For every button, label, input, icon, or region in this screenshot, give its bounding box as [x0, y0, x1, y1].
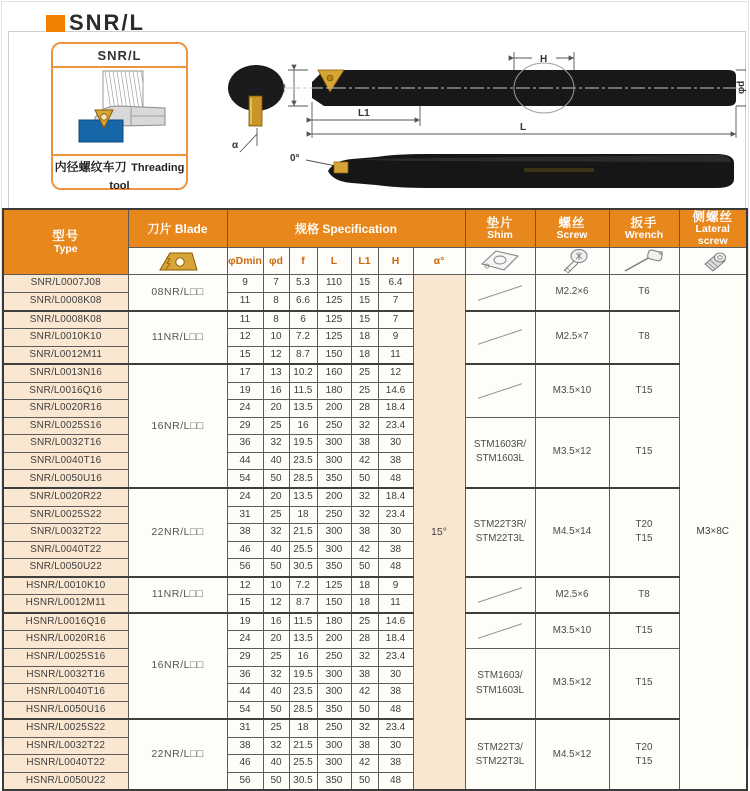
model-cell: SNR/L0050U16 [3, 470, 128, 488]
d-value: 10 [263, 329, 289, 347]
table-row [3, 577, 747, 595]
blade-group-cell: 22NR/L□□ [128, 719, 227, 790]
dmin-value: 11 [227, 293, 263, 311]
d-value: 40 [263, 541, 289, 559]
f-dim-label: f [282, 84, 286, 95]
f-value: 23.5 [289, 684, 317, 702]
l1-value: 50 [351, 470, 378, 488]
l-value: 150 [317, 346, 351, 364]
h-value: 23.4 [378, 648, 413, 666]
d-value: 32 [263, 737, 289, 755]
shim-cell [465, 577, 535, 613]
blade-group-cell: 16NR/L□□ [128, 613, 227, 719]
d-value: 40 [263, 684, 289, 702]
l1-value: 50 [351, 701, 378, 719]
model-cell: HSNR/L0050U16 [3, 701, 128, 719]
dmin-value: 56 [227, 772, 263, 790]
shim-cell: STM22T3R/ STM22T3L [465, 488, 535, 577]
model-cell: HSNR/L0040T22 [3, 755, 128, 773]
wrench-cell: T6 [609, 275, 679, 311]
d-value: 7 [263, 275, 289, 293]
col-header-shim: 垫片 Shim [465, 209, 535, 248]
model-cell: SNR/L0008K08 [3, 293, 128, 311]
wrench-icon-cell [609, 248, 679, 275]
dmin-value: 29 [227, 417, 263, 435]
f-value: 30.5 [289, 772, 317, 790]
model-cell: SNR/L0010K10 [3, 329, 128, 347]
col-subheader-f: f [289, 248, 317, 275]
f-value: 13.5 [289, 631, 317, 649]
l1-value: 32 [351, 417, 378, 435]
h-value: 38 [378, 755, 413, 773]
l-value: 200 [317, 488, 351, 506]
blade-insert-icon-cell [128, 248, 227, 275]
f-value: 5.3 [289, 275, 317, 293]
screw-icon-cell [535, 248, 609, 275]
screw-cell: M2.2×6 [535, 275, 609, 311]
technical-drawing-area [224, 42, 746, 202]
l1-value: 15 [351, 275, 378, 293]
d-value: 40 [263, 452, 289, 470]
l-value: 200 [317, 400, 351, 418]
screw-cell: M3.5×12 [535, 648, 609, 719]
wrench-icon [620, 248, 668, 274]
dmin-value: 11 [227, 311, 263, 329]
panel-caption-en: Threading tool [109, 162, 185, 192]
table-row [3, 648, 747, 666]
h-value: 30 [378, 524, 413, 542]
d-value: 16 [263, 613, 289, 631]
l-value: 300 [317, 524, 351, 542]
model-cell: SNR/L0020R22 [3, 488, 128, 506]
f-value: 16 [289, 417, 317, 435]
h-value: 30 [378, 435, 413, 453]
h-value: 9 [378, 577, 413, 595]
l-value: 160 [317, 364, 351, 382]
l1-value: 50 [351, 559, 378, 577]
col-header-blade: 刀片 Blade [128, 209, 227, 248]
f-value: 18 [289, 506, 317, 524]
wrench-cell: T20 T15 [609, 488, 679, 577]
l1-value: 38 [351, 737, 378, 755]
dmin-value: 24 [227, 488, 263, 506]
f-value: 23.5 [289, 452, 317, 470]
shim-icon-cell [465, 248, 535, 275]
f-value: 25.5 [289, 755, 317, 773]
h-value: 48 [378, 772, 413, 790]
model-cell: SNR/L0008K08 [3, 311, 128, 329]
h-value: 14.6 [378, 613, 413, 631]
dmin-value: 24 [227, 631, 263, 649]
spec-table [2, 208, 748, 791]
table-row [3, 719, 747, 737]
l1-value: 18 [351, 346, 378, 364]
zero-angle-label: 0° [290, 153, 300, 164]
l-value: 350 [317, 701, 351, 719]
h-value: 7 [378, 311, 413, 329]
l-value: 125 [317, 577, 351, 595]
l1-value: 18 [351, 329, 378, 347]
f-value: 6.6 [289, 293, 317, 311]
page-title [46, 10, 145, 36]
l-value: 250 [317, 719, 351, 737]
model-cell: SNR/L0012M11 [3, 346, 128, 364]
model-cell: HSNR/L0016Q16 [3, 613, 128, 631]
model-cell: SNR/L0025S22 [3, 506, 128, 524]
spec-table-body [3, 275, 747, 790]
table-row [3, 311, 747, 329]
col-subheader-l1: L1 [351, 248, 378, 275]
dmin-value: 12 [227, 329, 263, 347]
d-value: 50 [263, 559, 289, 577]
l1-value: 28 [351, 400, 378, 418]
blade-group-cell: 22NR/L□□ [128, 488, 227, 577]
h-value: 9 [378, 329, 413, 347]
f-value: 30.5 [289, 559, 317, 577]
d-value: 25 [263, 719, 289, 737]
screw-cell: M3.5×10 [535, 613, 609, 649]
l1-value: 42 [351, 755, 378, 773]
l1-value: 42 [351, 541, 378, 559]
screw-cell: M2.5×7 [535, 311, 609, 365]
f-value: 28.5 [289, 701, 317, 719]
col-header-lateral-screw: 侧螺丝 Lateral screw [679, 209, 747, 248]
blade-group-cell: 11NR/L□□ [128, 577, 227, 613]
f-value: 13.5 [289, 488, 317, 506]
threading-tool-illustration [53, 68, 186, 154]
dmin-value: 9 [227, 275, 263, 293]
blade-group-cell: 08NR/L□□ [128, 275, 227, 311]
l-value: 300 [317, 541, 351, 559]
dmin-value: 24 [227, 400, 263, 418]
f-value: 18 [289, 719, 317, 737]
table-row [3, 488, 747, 506]
d-value: 32 [263, 435, 289, 453]
model-cell: SNR/L0013N16 [3, 364, 128, 382]
wrench-cell: T15 [609, 613, 679, 649]
d-value: 25 [263, 648, 289, 666]
l1-value: 32 [351, 719, 378, 737]
h-value: 23.4 [378, 417, 413, 435]
table-row [3, 417, 747, 435]
screw-cell: M2.5×6 [535, 577, 609, 613]
dmin-value: 54 [227, 701, 263, 719]
d-value: 25 [263, 417, 289, 435]
model-cell: HSNR/L0010K10 [3, 577, 128, 595]
h-value: 12 [378, 364, 413, 382]
model-cell: SNR/L0025S16 [3, 417, 128, 435]
panel-caption [53, 154, 186, 197]
l-value: 350 [317, 470, 351, 488]
table-row [3, 364, 747, 382]
d-value: 10 [263, 577, 289, 595]
l-value: 125 [317, 329, 351, 347]
panel-caption-zh: 内径螺纹车刀 [54, 160, 127, 174]
d-value: 16 [263, 382, 289, 400]
dmin-value: 31 [227, 506, 263, 524]
l1-dim-label: L1 [358, 108, 370, 119]
wrench-cell: T8 [609, 577, 679, 613]
tool-photo-drawing [290, 153, 734, 188]
model-cell: SNR/L0007J08 [3, 275, 128, 293]
h-value: 6.4 [378, 275, 413, 293]
l-value: 150 [317, 595, 351, 613]
alpha-dim-label: α [232, 140, 239, 151]
d-value: 20 [263, 631, 289, 649]
shim-cell [465, 275, 535, 311]
l1-value: 18 [351, 595, 378, 613]
col-header-wrench: 扳手 Wrench [609, 209, 679, 248]
f-value: 16 [289, 648, 317, 666]
screw-cell: M4.5×12 [535, 719, 609, 790]
model-cell: SNR/L0020R16 [3, 400, 128, 418]
wrench-cell: T15 [609, 364, 679, 417]
dmin-value: 17 [227, 364, 263, 382]
h-value: 18.4 [378, 400, 413, 418]
h-value: 30 [378, 666, 413, 684]
l-value: 350 [317, 772, 351, 790]
screw-icon [552, 248, 592, 274]
shim-cell: STM1603R/ STM1603L [465, 417, 535, 488]
f-value: 8.7 [289, 346, 317, 364]
h-value: 11 [378, 346, 413, 364]
d-value: 50 [263, 772, 289, 790]
d-value: 32 [263, 524, 289, 542]
l1-value: 25 [351, 364, 378, 382]
h-value: 38 [378, 452, 413, 470]
phi-d-dim-label: φd [736, 80, 746, 94]
d-value: 8 [263, 311, 289, 329]
page-title-text: SNR/L [69, 10, 145, 35]
model-cell: HSNR/L0040T16 [3, 684, 128, 702]
threading-tool-drawing [65, 68, 175, 154]
col-subheader-d: φd [263, 248, 289, 275]
model-cell: HSNR/L0050U22 [3, 772, 128, 790]
h-value: 7 [378, 293, 413, 311]
model-cell: HSNR/L0025S22 [3, 719, 128, 737]
no-shim-slash-icon [471, 380, 529, 402]
l1-value: 15 [351, 293, 378, 311]
d-value: 20 [263, 488, 289, 506]
h-value: 11 [378, 595, 413, 613]
l-dim-label: L [520, 122, 527, 133]
dmin-value: 56 [227, 559, 263, 577]
l1-value: 32 [351, 488, 378, 506]
dmin-value: 38 [227, 524, 263, 542]
dmin-value: 12 [227, 577, 263, 595]
f-value: 25.5 [289, 541, 317, 559]
f-value: 28.5 [289, 470, 317, 488]
shim-cell [465, 364, 535, 417]
l-value: 300 [317, 452, 351, 470]
table-row [3, 613, 747, 631]
col-header-type: 型号 Type [3, 209, 128, 275]
l-value: 250 [317, 417, 351, 435]
model-cell: SNR/L0040T22 [3, 541, 128, 559]
wrench-cell: T20 T15 [609, 719, 679, 790]
dmin-value: 29 [227, 648, 263, 666]
l-value: 300 [317, 666, 351, 684]
dmin-value: 38 [227, 737, 263, 755]
dimension-drawing [224, 42, 746, 202]
shim-cell [465, 613, 535, 649]
table-row [3, 275, 747, 293]
dmin-value: 15 [227, 595, 263, 613]
d-value: 13 [263, 364, 289, 382]
f-value: 11.5 [289, 382, 317, 400]
f-value: 21.5 [289, 524, 317, 542]
l-value: 250 [317, 506, 351, 524]
dmin-value: 19 [227, 382, 263, 400]
model-cell: SNR/L0040T16 [3, 452, 128, 470]
l1-value: 50 [351, 772, 378, 790]
model-cell: HSNR/L0032T16 [3, 666, 128, 684]
f-value: 13.5 [289, 400, 317, 418]
h-value: 18.4 [378, 631, 413, 649]
d-value: 20 [263, 400, 289, 418]
l-value: 200 [317, 631, 351, 649]
model-cell: SNR/L0016Q16 [3, 382, 128, 400]
screw-cell: M4.5×14 [535, 488, 609, 577]
f-value: 10.2 [289, 364, 317, 382]
wrench-cell: T15 [609, 417, 679, 488]
l1-value: 42 [351, 684, 378, 702]
h-value: 48 [378, 559, 413, 577]
col-subheader-h: H [378, 248, 413, 275]
lateral-screw-icon-cell [679, 248, 747, 275]
f-value: 21.5 [289, 737, 317, 755]
l-value: 110 [317, 275, 351, 293]
dmin-value: 46 [227, 541, 263, 559]
l1-value: 25 [351, 613, 378, 631]
l1-value: 38 [351, 666, 378, 684]
col-subheader-l: L [317, 248, 351, 275]
shim-cell: STM22T3/ STM22T3L [465, 719, 535, 790]
col-subheader-alpha: α° [413, 248, 465, 275]
dmin-value: 36 [227, 666, 263, 684]
f-value: 19.5 [289, 435, 317, 453]
panel-title: SNR/L [53, 44, 186, 68]
l1-value: 32 [351, 506, 378, 524]
l-value: 180 [317, 613, 351, 631]
insert-icon [155, 249, 201, 273]
model-cell: SNR/L0032T22 [3, 524, 128, 542]
no-shim-slash-icon [471, 584, 529, 606]
model-cell: HSNR/L0020R16 [3, 631, 128, 649]
col-header-specification: 规格 Specification [227, 209, 465, 248]
l-value: 300 [317, 684, 351, 702]
alpha-angle-cell: 15° [413, 275, 465, 790]
dmin-value: 44 [227, 684, 263, 702]
shim-cell [465, 311, 535, 365]
l1-value: 42 [351, 452, 378, 470]
d-value: 50 [263, 470, 289, 488]
l-value: 300 [317, 737, 351, 755]
h-value: 23.4 [378, 719, 413, 737]
l1-value: 28 [351, 631, 378, 649]
no-shim-slash-icon [471, 620, 529, 642]
l1-value: 32 [351, 648, 378, 666]
l-value: 300 [317, 435, 351, 453]
model-cell: HSNR/L0025S16 [3, 648, 128, 666]
tool-type-panel [51, 42, 188, 190]
wrench-cell: T8 [609, 311, 679, 365]
h-value: 38 [378, 684, 413, 702]
d-value: 40 [263, 755, 289, 773]
dmin-value: 46 [227, 755, 263, 773]
dmin-value: 36 [227, 435, 263, 453]
screw-cell: M3.5×10 [535, 364, 609, 417]
model-cell: HSNR/L0032T22 [3, 737, 128, 755]
l1-value: 38 [351, 435, 378, 453]
blade-group-cell: 11NR/L□□ [128, 311, 227, 365]
l1-value: 15 [351, 311, 378, 329]
l1-value: 25 [351, 382, 378, 400]
h-value: 14.6 [378, 382, 413, 400]
h-value: 48 [378, 701, 413, 719]
dmin-value: 15 [227, 346, 263, 364]
shim-cell: STM1603/ STM1603L [465, 648, 535, 719]
screw-cell: M3.5×12 [535, 417, 609, 488]
model-cell: HSNR/L0012M11 [3, 595, 128, 613]
d-value: 12 [263, 595, 289, 613]
l-value: 125 [317, 293, 351, 311]
model-cell: SNR/L0050U22 [3, 559, 128, 577]
f-value: 6 [289, 311, 317, 329]
d-value: 25 [263, 506, 289, 524]
h-value: 48 [378, 470, 413, 488]
f-value: 8.7 [289, 595, 317, 613]
d-value: 8 [263, 293, 289, 311]
f-value: 7.2 [289, 577, 317, 595]
h-dim-label: H [540, 54, 548, 65]
l-value: 250 [317, 648, 351, 666]
l-value: 350 [317, 559, 351, 577]
col-subheader-dmin: φDmin [227, 248, 263, 275]
h-value: 23.4 [378, 506, 413, 524]
f-value: 11.5 [289, 613, 317, 631]
l1-value: 18 [351, 577, 378, 595]
l-value: 180 [317, 382, 351, 400]
h-value: 18.4 [378, 488, 413, 506]
title-square-icon [46, 15, 65, 32]
dmin-value: 19 [227, 613, 263, 631]
dmin-value: 31 [227, 719, 263, 737]
d-value: 50 [263, 701, 289, 719]
l-value: 125 [317, 311, 351, 329]
h-value: 38 [378, 541, 413, 559]
l1-value: 38 [351, 524, 378, 542]
col-header-screw: 螺丝 Screw [535, 209, 609, 248]
l-value: 300 [317, 755, 351, 773]
d-value: 32 [263, 666, 289, 684]
h-value: 30 [378, 737, 413, 755]
no-shim-slash-icon [471, 326, 529, 348]
shim-icon [478, 248, 522, 274]
wrench-cell: T15 [609, 648, 679, 719]
lateral-screw-cell: M3×8C [679, 275, 747, 790]
dmin-value: 54 [227, 470, 263, 488]
d-value: 12 [263, 346, 289, 364]
no-shim-slash-icon [471, 282, 529, 304]
f-value: 19.5 [289, 666, 317, 684]
dmin-value: 44 [227, 452, 263, 470]
blade-group-cell: 16NR/L□□ [128, 364, 227, 488]
f-value: 7.2 [289, 329, 317, 347]
lateral-screw-icon [693, 248, 733, 274]
model-cell: SNR/L0032T16 [3, 435, 128, 453]
